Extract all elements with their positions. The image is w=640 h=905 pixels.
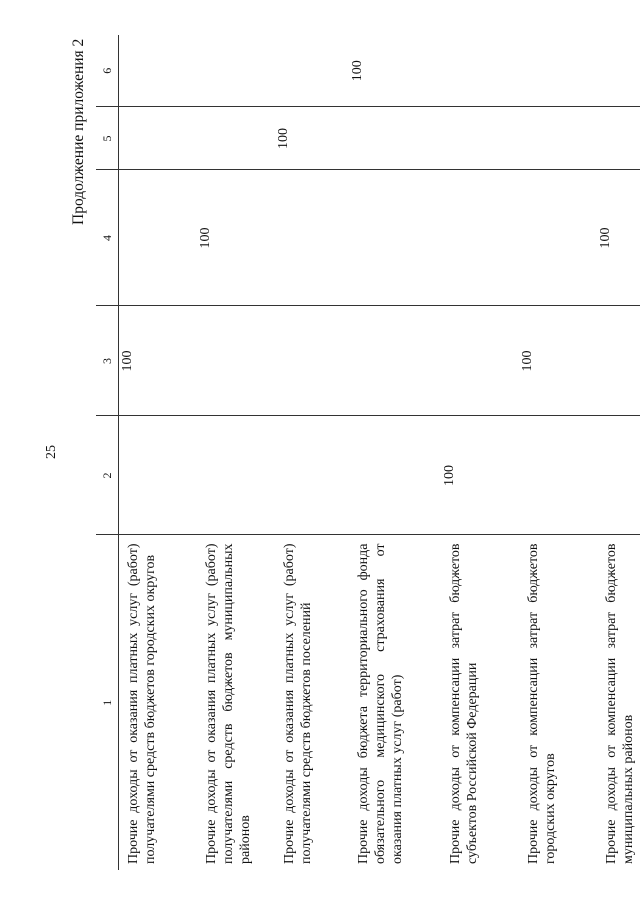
value-cell (597, 107, 640, 170)
value-cell (275, 170, 349, 306)
income-description: Прочие доходы от оказания платных услуг (работ) получателями средств бюджетов городских округов (126, 543, 158, 864)
value-cell (197, 35, 275, 107)
income-description: Прочие доходы от оказания платных услуг (работ) получателями средств бюджетов поселений (282, 543, 314, 864)
value-cell (119, 35, 198, 107)
value-cell (441, 170, 519, 306)
income-description: Прочие доходы бюджета территориального фонда обязательного медицинского страхования от оказания платных услуг (работ) (356, 543, 405, 864)
value-cell (441, 306, 519, 416)
value-cell: 100 (275, 107, 349, 170)
table-row (197, 35, 275, 870)
table-row (441, 35, 519, 870)
income-description: Прочие доходы от оказания платных услуг (работ) получателями средств бюджетов муниципальных районов (204, 543, 253, 864)
column-header: 1 (96, 535, 119, 870)
value-cell (597, 306, 640, 416)
value-cell (197, 416, 275, 535)
value-cell (597, 416, 640, 535)
table-row (349, 35, 441, 870)
value-cell: 100 (441, 416, 519, 535)
value-cell (119, 107, 198, 170)
value-cell (441, 107, 519, 170)
value-cell (275, 416, 349, 535)
value-cell (519, 170, 597, 306)
value-cell: 100 (197, 170, 275, 306)
value-cell (275, 35, 349, 107)
value-cell (597, 35, 640, 107)
column-header: 5 (96, 107, 119, 170)
table-row (275, 35, 349, 870)
continuation-heading: Продолжение приложения 2 (70, 38, 87, 225)
budget-table (96, 35, 640, 870)
value-cell (349, 107, 441, 170)
table-row (597, 35, 640, 870)
column-header: 4 (96, 170, 119, 306)
value-cell (119, 170, 198, 306)
value-cell (197, 107, 275, 170)
value-cell: 100 (119, 306, 198, 416)
income-description: Прочие доходы от компенсации затрат бюджетов муниципальных районов (604, 543, 636, 864)
value-cell (349, 416, 441, 535)
column-header: 6 (96, 35, 119, 107)
value-cell (519, 416, 597, 535)
value-cell (275, 306, 349, 416)
income-description: Прочие доходы от компенсации затрат бюджетов городских округов (526, 543, 558, 864)
value-cell: 100 (597, 170, 640, 306)
value-cell (441, 35, 519, 107)
table-row (119, 35, 198, 870)
value-cell: 100 (519, 306, 597, 416)
table-header-row (96, 35, 119, 870)
table-row (519, 35, 597, 870)
value-cell (349, 170, 441, 306)
income-description: Прочие доходы от компенсации затрат бюджетов субъектов Российской Федерации (448, 543, 480, 864)
value-cell (119, 416, 198, 535)
value-cell (349, 306, 441, 416)
value-cell (519, 35, 597, 107)
value-cell: 100 (349, 35, 441, 107)
column-header: 2 (96, 416, 119, 535)
column-header: 3 (96, 306, 119, 416)
value-cell (519, 107, 597, 170)
value-cell (197, 306, 275, 416)
page-number: 25 (44, 445, 59, 459)
